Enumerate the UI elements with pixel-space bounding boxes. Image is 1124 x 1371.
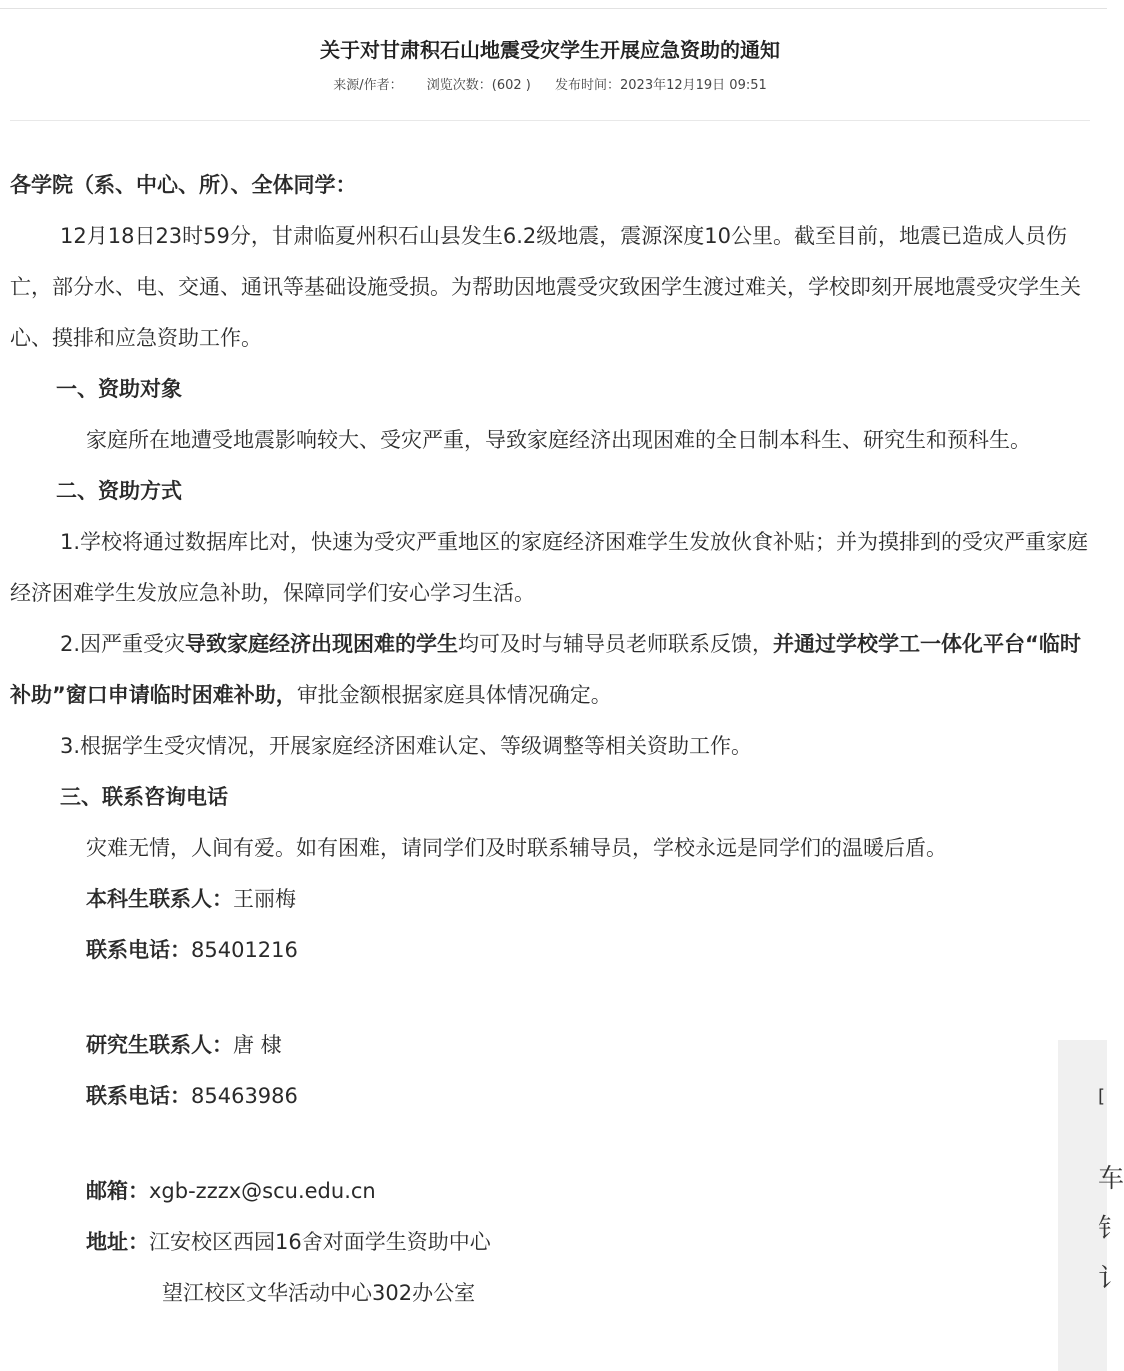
grad-phone <box>10 1071 1090 1122</box>
grad-phone-number: 85463986 <box>191 1084 298 1108</box>
section2-item3: 3.根据学生受灾情况，开展家庭经济困难认定、等级调整等相关资助工作。 <box>60 734 753 758</box>
intro-paragraph: 12月18日23时59分，甘肃临夏州积石山县发生6.2级地震，震源深度10公里。截至目前，地震已造成人员伤亡，部分水、电、交通、通讯等基础设施受损。为帮助因地震受灾致困学生渡过难关，学校即刻开展地震受灾学生关心、摸排和应急资助工作。 <box>10 224 1081 350</box>
ug-phone-number: 85401216 <box>191 938 298 962</box>
greeting: 各学院（系、中心、所）、全体同学： <box>10 173 357 197</box>
item2-part-d: 并通过学校学工一体化平台“临时补助”窗口申请临时困难补助， <box>10 632 1081 707</box>
email-line <box>10 1166 1090 1217</box>
ug-contact-label: 本科生联系人： <box>86 887 233 911</box>
grad-contact-label: 研究生联系人： <box>86 1033 233 1057</box>
side-glyph-3: 钅 <box>1098 1214 1124 1244</box>
article-title: 关于对甘肃积石山地震受灾学生开展应急资助的通知 <box>320 38 780 62</box>
spacer <box>10 1122 1090 1166</box>
side-glyph-2: 车 <box>1098 1164 1124 1194</box>
ug-phone <box>10 925 1090 976</box>
section2-item2 <box>10 619 1090 721</box>
email-label: 邮箱： <box>86 1179 149 1203</box>
section3-text: 灾难无情，人间有爱。如有困难，请同学们及时联系辅导员，学校永远是同学们的温暖后盾。 <box>86 836 947 860</box>
address-line-1 <box>10 1217 1090 1268</box>
ug-contact-name: 王丽梅 <box>233 887 296 911</box>
grad-contact-name: 唐 棣 <box>233 1033 282 1057</box>
section2-item1: 1.学校将通过数据库比对，快速为受灾严重地区的家庭经济困难学生发放伙食补贴；并为摸排到的受灾严重家庭经济困难学生发放应急补助，保障同学们安心学习生活。 <box>10 530 1089 605</box>
item2-part-e: 审批金额根据家庭具体情况确定。 <box>296 683 612 707</box>
email-address[interactable]: xgb-zzzx@scu.edu.cn <box>149 1179 376 1203</box>
meta-published: 发布时间：2023年12月19日 09:51 <box>555 78 767 93</box>
side-glyph-4: 讠 <box>1098 1264 1124 1294</box>
address-wangjiang: 望江校区文华活动中心302办公室 <box>162 1281 476 1305</box>
item2-part-b: 导致家庭经济出现困难的学生 <box>185 632 459 656</box>
article-meta <box>0 74 1100 93</box>
spacer <box>10 976 1090 1020</box>
grad-phone-label: 联系电话： <box>86 1084 191 1108</box>
meta-source: 来源/作者： <box>333 78 403 93</box>
section2-heading: 二、资助方式 <box>56 479 182 503</box>
address-jiangan: 江安校区西园16舍对面学生资助中心 <box>149 1230 491 1254</box>
meta-views: 浏览次数：(602 ) <box>426 78 531 93</box>
side-floating-panel[interactable] <box>1058 1040 1124 1371</box>
article-body <box>10 160 1090 1319</box>
address-label: 地址： <box>86 1230 149 1254</box>
section1-heading: 一、资助对象 <box>56 377 182 401</box>
grad-contact <box>10 1020 1090 1071</box>
section1-text: 家庭所在地遭受地震影响较大、受灾严重，导致家庭经济出现困难的全日制本科生、研究生和预科生。 <box>86 428 1031 452</box>
header-divider <box>10 120 1090 121</box>
ug-phone-label: 联系电话： <box>86 938 191 962</box>
ug-contact <box>10 874 1090 925</box>
item2-part-c: 均可及时与辅导员老师联系反馈， <box>458 632 774 656</box>
item2-part-a: 2.因严重受灾 <box>60 632 186 656</box>
top-border <box>0 8 1107 9</box>
section3-heading: 三、联系咨询电话 <box>60 785 228 809</box>
side-glyph-1: [ <box>1098 1086 1106 1107</box>
